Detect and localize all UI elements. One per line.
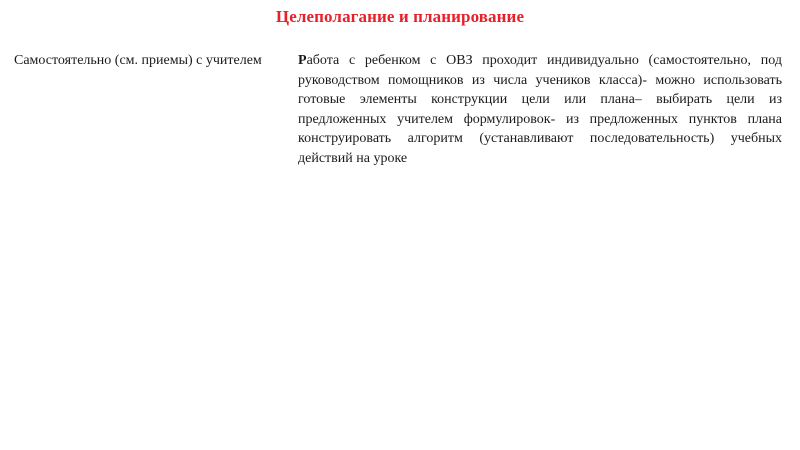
- right-cell-body: абота с ребенком с ОВЗ проходит индивидуально (самостоятельно, под руководством помощников из числа учеников класса)- можно использовать готовые элементы конструкции цели или плана– выбирать цели из предложенных учителем формулировок- из предложенных пунктов плана конструировать алгоритм (устанавливают последовательность) учебных действий на уроке: [298, 53, 782, 166]
- left-cell-text: Самостоятельно (см. приемы) с учителем: [14, 53, 262, 68]
- right-cell-first-letter: Р: [298, 53, 307, 68]
- right-cell-text: [298, 51, 782, 168]
- slide-title: Целеполагание и планирование: [275, 7, 525, 26]
